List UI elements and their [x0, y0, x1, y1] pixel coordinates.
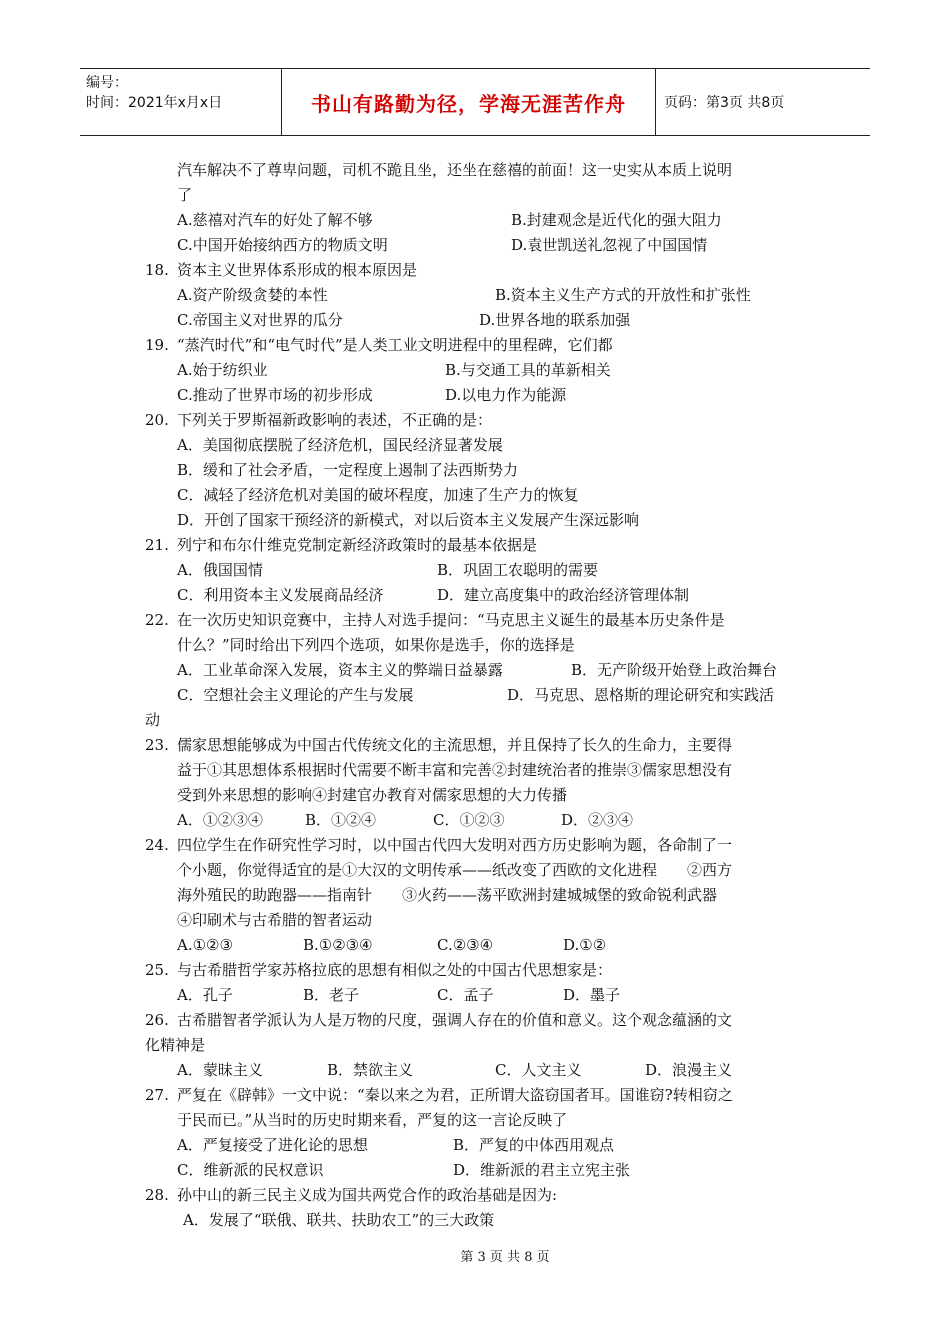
question-text: 与古希腊哲学家苏格拉底的思想有相似之处的中国古代思想家是：: [177, 961, 613, 979]
option-a: A．俄国国情: [177, 561, 263, 579]
option-c: C．孟子: [437, 986, 494, 1004]
option-b: B．无产阶级开始登上政治舞台: [571, 661, 778, 679]
option-d: D．②③④: [561, 811, 634, 829]
question-26: [145, 1008, 815, 1033]
question-text-cont: ④印刷术与古希腊的智者运动: [177, 911, 373, 929]
question-23: [145, 733, 815, 758]
question-28: [145, 1183, 815, 1208]
option-d: D.①②: [563, 936, 607, 954]
question-text: 列宁和布尔什维克党制定新经济政策时的最基本依据是: [177, 536, 538, 554]
question-20: [145, 408, 815, 433]
question-text: 严复在《辟韩》一文中说：“秦以来之为君，正所谓大盗窃国者耳。国谁窃?转相窃之: [177, 1086, 733, 1104]
question-number: 27.: [145, 1086, 169, 1104]
question-21: [145, 533, 815, 558]
options-row: [145, 933, 815, 958]
options-row: [145, 558, 815, 583]
question-27: [145, 1083, 815, 1108]
question-18: [145, 258, 815, 283]
motto-text: 书山有路勤为径，学海无涯苦作舟: [311, 91, 626, 116]
option-d: D．维新派的君主立宪主张: [453, 1161, 631, 1179]
option-a: A．美国彻底摆脱了经济危机，国民经济显著发展: [177, 436, 503, 454]
option-d-cont: 动: [145, 711, 161, 729]
options-row: [145, 383, 815, 408]
question-text: 在一次历史知识竞赛中，主持人对选手提问：“马克思主义诞生的最基本历史条件是: [177, 611, 725, 629]
option-d: D．马克思、恩格斯的理论研究和实践活: [507, 686, 775, 704]
options-row: [145, 808, 815, 833]
option-d: D．浪漫主义: [645, 1061, 733, 1079]
option-c: C.②③④: [437, 936, 494, 954]
footer-page-number: 第 3 页 共 8 页: [460, 1250, 550, 1265]
date-label: 时间：2021年x月x日: [86, 95, 223, 111]
option-a: A．孔子: [177, 986, 233, 1004]
options-row: [145, 983, 815, 1008]
text-line: 汽车解决不了尊卑问题，司机不跪且坐，还坐在慈禧的前面！这一史实从本质上说明: [177, 161, 733, 179]
options-row: [145, 233, 815, 258]
options-row: [145, 583, 815, 608]
option-b: B．严复的中体西用观点: [453, 1136, 615, 1154]
question-number: 22.: [145, 611, 169, 629]
question-text: 下列关于罗斯福新政影响的表述，不正确的是：: [177, 411, 493, 429]
option-a: A．蒙昧主义: [177, 1061, 263, 1079]
question-text-cont: 化精神是: [145, 1036, 206, 1054]
option-d: D．墨子: [563, 986, 621, 1004]
option-c: C．维新派的民权意识: [177, 1161, 324, 1179]
option-d: D.袁世凯送礼忽视了中国国情: [511, 236, 708, 254]
option-b: B．缓和了社会矛盾，一定程度上遏制了法西斯势力: [177, 461, 519, 479]
option-a: A.始于纺织业: [177, 361, 268, 379]
option-a: A．严复接受了进化论的思想: [177, 1136, 368, 1154]
options-row: [145, 1158, 815, 1183]
options-row: [145, 208, 815, 233]
option-b: B．①②④: [305, 811, 377, 829]
options-row: [145, 308, 815, 333]
question-number: 23.: [145, 736, 169, 754]
option-c: C．利用资本主义发展商品经济: [177, 586, 384, 604]
option-b: B.①②③④: [303, 936, 373, 954]
option-c: C．①②③: [433, 811, 505, 829]
question-25: [145, 958, 815, 983]
question-text-cont: 海外殖民的助跑器——指南针 ③火药——荡平欧洲封建城城堡的致命锐利武器: [177, 886, 718, 904]
header-motto: [282, 69, 656, 135]
question-text-cont: 于民而已。”从当时的历史时期来看，严复的这一言论反映了: [177, 1111, 568, 1129]
options-row: [145, 658, 815, 683]
text-line: 了: [177, 186, 193, 204]
option-a: A.①②③: [177, 936, 233, 954]
question-text: 资本主义世界体系形成的根本原因是: [177, 261, 418, 279]
option-c: C．人文主义: [495, 1061, 582, 1079]
question-number: 19.: [145, 336, 169, 354]
question-text-cont: 受到外来思想的影响④封建官办教育对儒家思想的大力传播: [177, 786, 568, 804]
question-number: 26.: [145, 1011, 169, 1029]
question-text: “蒸汽时代”和“电气时代”是人类工业文明进程中的里程碑，它们都: [177, 336, 613, 354]
option-a: A．工业革命深入发展，资本主义的弊端日益暴露: [177, 661, 503, 679]
question-19: [145, 333, 815, 358]
page-label: 页码：第3页 共8页: [664, 95, 785, 111]
question-number: 24.: [145, 836, 169, 854]
question-number: 25.: [145, 961, 169, 979]
question-text: 儒家思想能够成为中国古代传统文化的主流思想，并且保持了长久的生命力，主要得: [177, 736, 733, 754]
option-b: B．老子: [303, 986, 360, 1004]
option-c: C.推动了世界市场的初步形成: [177, 386, 373, 404]
question-text: 孙中山的新三民主义成为国共两党合作的政治基础是因为:: [177, 1186, 558, 1204]
question-24: [145, 833, 815, 858]
options-row: [145, 358, 815, 383]
header-meta: [80, 69, 282, 135]
option-a: A.慈禧对汽车的好处了解不够: [177, 211, 373, 229]
option-d: D．开创了国家干预经济的新模式，对以后资本主义发展产生深远影响: [177, 511, 640, 529]
options-row: [145, 283, 815, 308]
option-c: C.帝国主义对世界的瓜分: [177, 311, 343, 329]
option-a: A．发展了“联俄、联共、扶助农工”的三大政策: [183, 1211, 495, 1229]
option-c: C．空想社会主义理论的产生与发展: [177, 686, 414, 704]
question-text-cont: 什么？”同时给出下列四个选项，如果你是选手，你的选择是: [177, 636, 575, 654]
options-row: [145, 1058, 815, 1083]
option-a: A．①②③④: [177, 811, 263, 829]
question-22: [145, 608, 815, 633]
option-d: D.以电力作为能源: [445, 386, 567, 404]
option-d: D．建立高度集中的政治经济管理体制: [437, 586, 690, 604]
document-body: [145, 158, 815, 1233]
option-b: B．禁欲主义: [327, 1061, 414, 1079]
question-text: 古希腊智者学派认为人是万物的尺度，强调人存在的价值和意义。这个观念蕴涵的文: [177, 1011, 733, 1029]
option-c: C．减轻了经济危机对美国的破坏程度，加速了生产力的恢复: [177, 486, 579, 504]
page-header: [80, 68, 870, 136]
option-b: B.封建观念是近代化的强大阻力: [511, 211, 722, 229]
option-c: C.中国开始接纳西方的物质文明: [177, 236, 388, 254]
option-a: A.资产阶级贪婪的本性: [177, 286, 328, 304]
question-number: 28.: [145, 1186, 169, 1204]
question-number: 20.: [145, 411, 169, 429]
question-text: 四位学生在作研究性学习时，以中国古代四大发明对西方历史影响为题，各命制了一: [177, 836, 733, 854]
options-row: [145, 1133, 815, 1158]
options-row: [145, 683, 815, 708]
question-text-cont: 益于①其思想体系根据时代需要不断丰富和完善②封建统治者的推崇③儒家思想没有: [177, 761, 733, 779]
number-label: 编号：: [86, 75, 128, 91]
page-footer: [0, 1246, 950, 1265]
question-number: 18.: [145, 261, 169, 279]
option-b: B.资本主义生产方式的开放性和扩张性: [495, 286, 751, 304]
option-d: D.世界各地的联系加强: [479, 311, 631, 329]
question-text-cont: 个小题，你觉得适宜的是①大汉的文明传承——纸改变了西欧的文化进程 ②西方: [177, 861, 733, 879]
option-b: B．巩固工农聪明的需要: [437, 561, 599, 579]
question-number: 21.: [145, 536, 169, 554]
header-page: [656, 69, 870, 135]
option-b: B.与交通工具的革新相关: [445, 361, 611, 379]
